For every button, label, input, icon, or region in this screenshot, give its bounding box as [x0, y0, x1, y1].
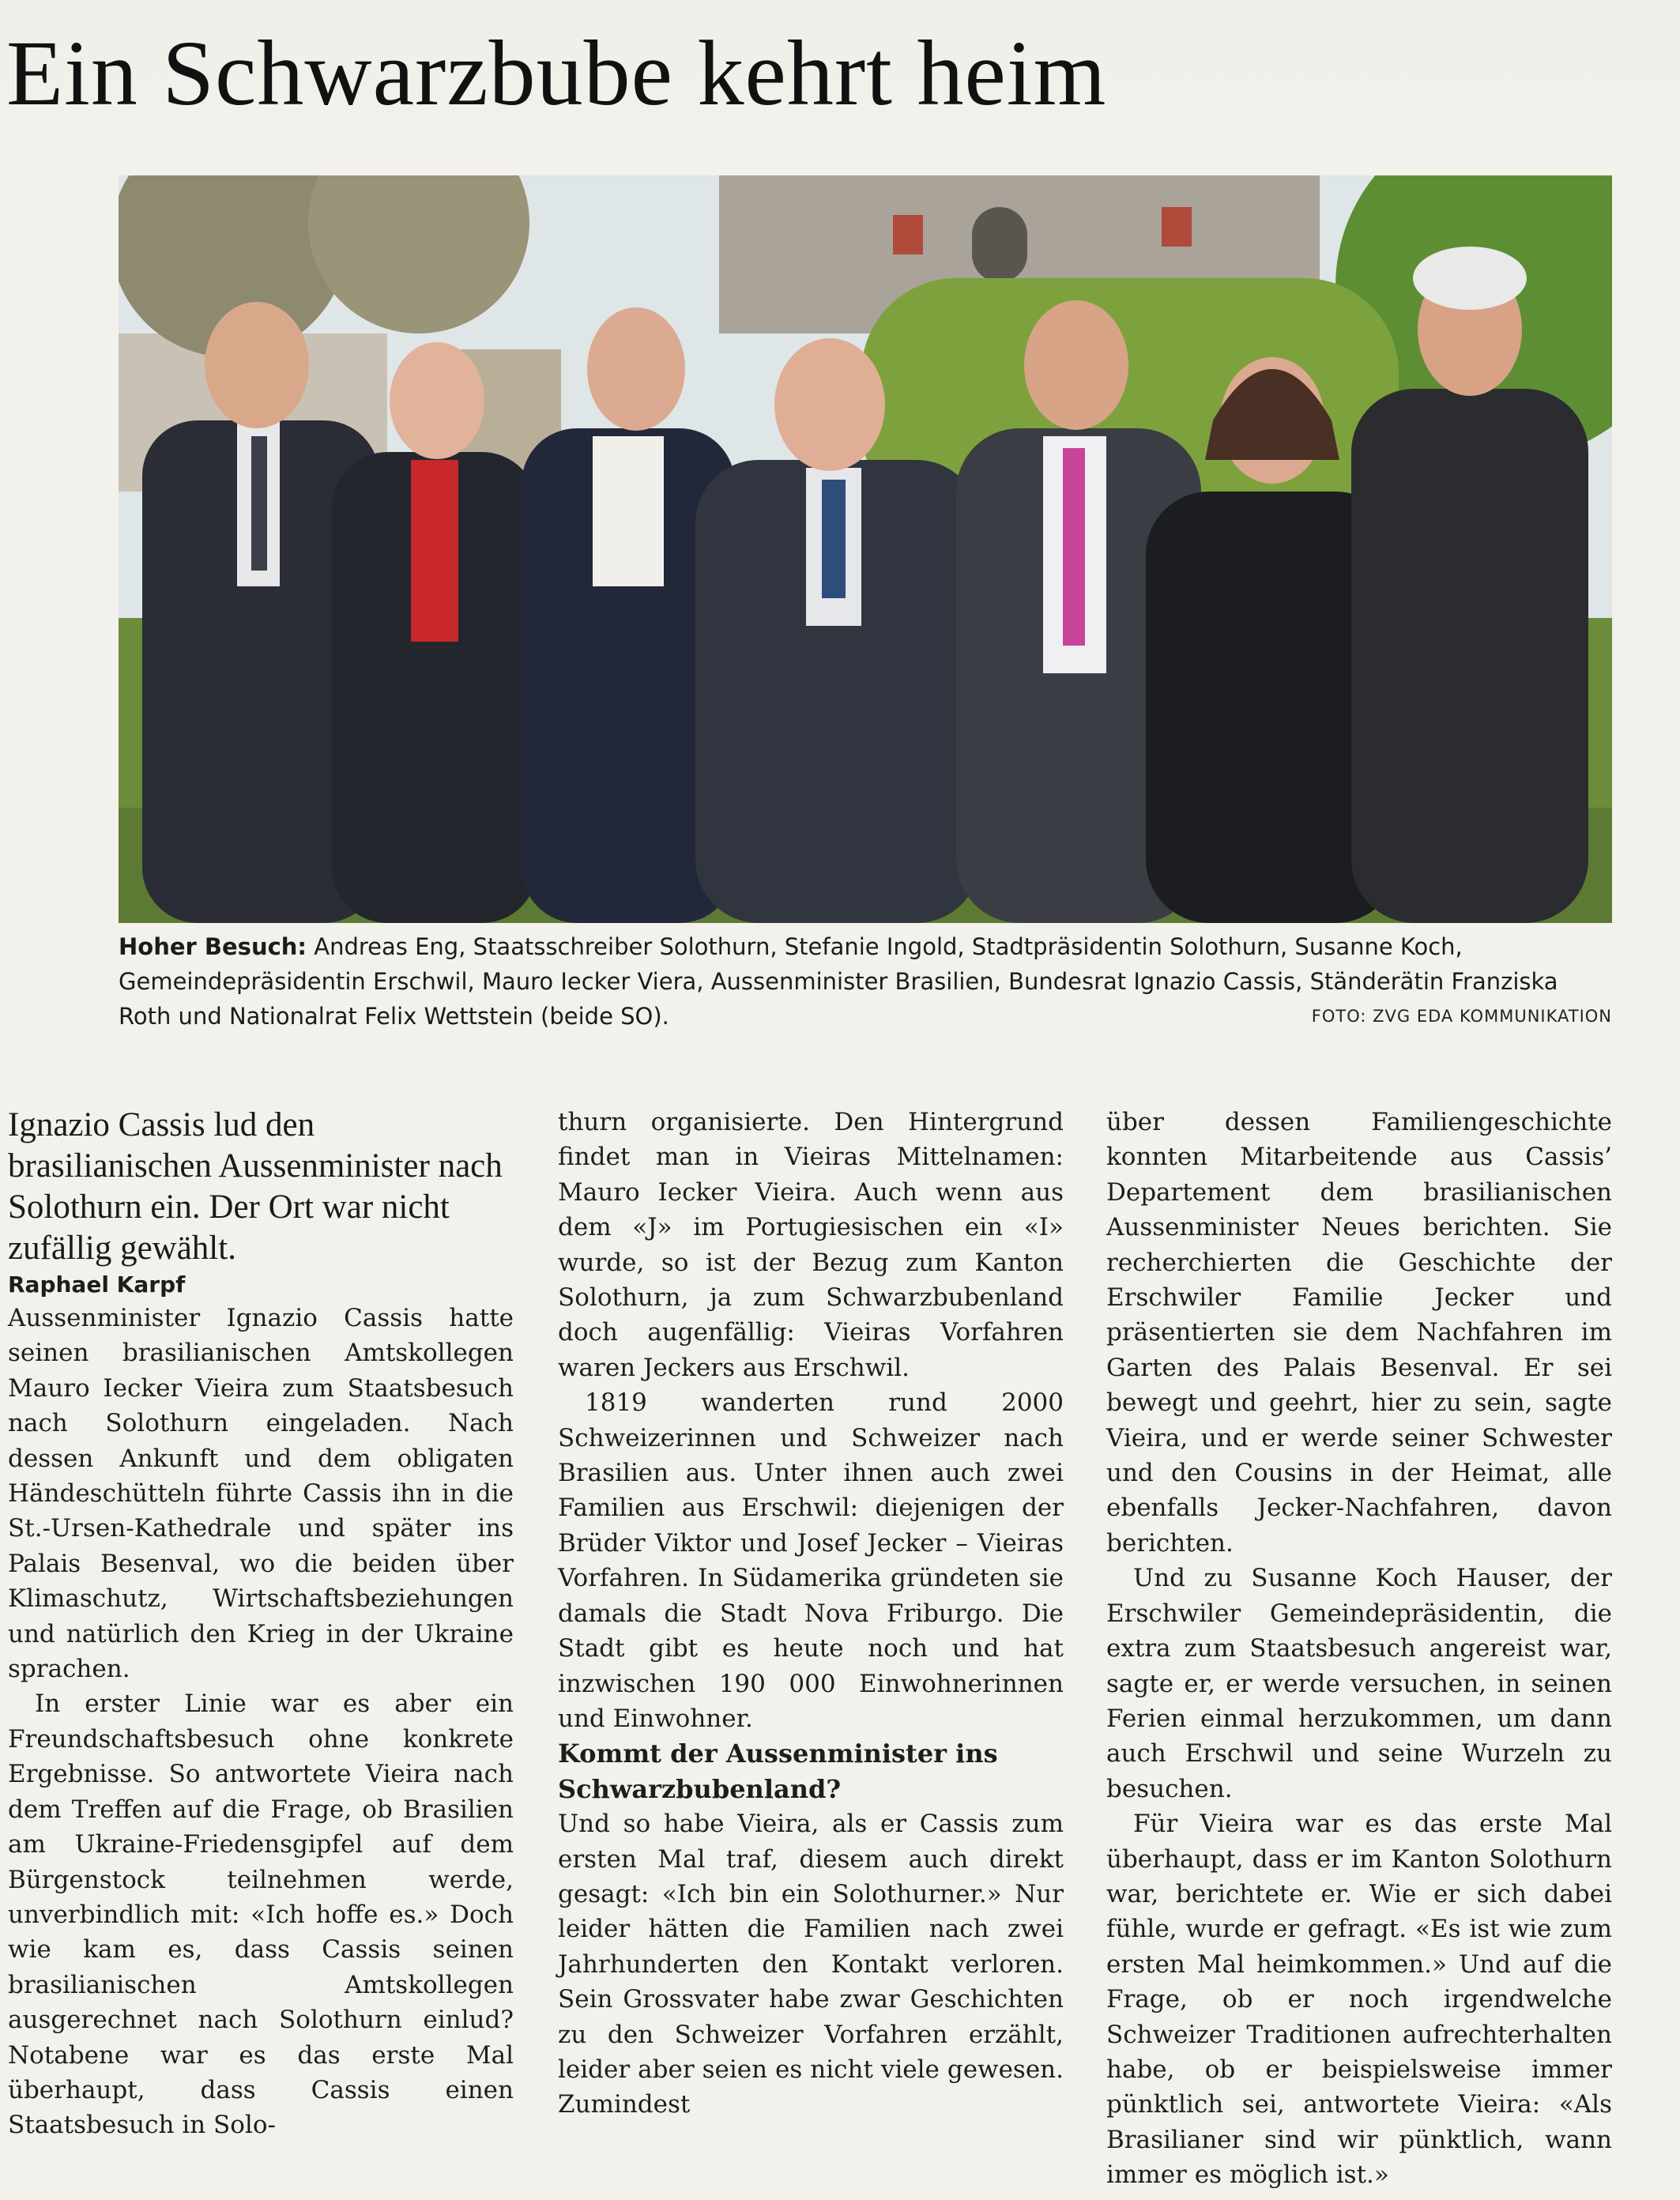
paragraph: Und so habe Vieira, als er Cassis zum ersten Mal traf, diesem auch direkt gesagt: «Ich bin ein Solothurner.» Nur leider hätten die Familien nach zwei Jahrhunderten den Kontakt verloren. Sein Grossvater habe zwar Geschichten zu den Schweizer Vorfahren erzählt, leider aber seien es nicht viele gewesen. Zumindest [558, 1810, 1064, 2119]
caption-text: Andreas Eng, Staatsschreiber Solothurn, Stefanie Ingold, Stadtpräsidentin Solothurn, Susanne Koch, Gemeindepräsidentin Erschwil, Mauro Iecker Viera, Aussenminister Brasilien, Bundesrat Ignazio Cassis, Ständerätin Franziska Roth und Nationalrat Felix Wettstein (beide SO). [119, 933, 1558, 1030]
paragraph: 1819 wanderten rund 2000 Schweizerinnen und Schweizer nach Brasilien aus. Unter ihnen auch zwei Familien aus Erschwil: diejenigen der Brüder Viktor und Josef Jecker – Vieiras Vorfahren. In Südamerika gründeten sie damals die Stadt Nova Friburgo. Die Stadt gibt es heute noch und hat inzwischen 190 000 Einwohnerinnen und Einwohner. [558, 1388, 1064, 1733]
building-shutter [1162, 207, 1192, 247]
article-lead: Ignazio Cassis lud den brasilianischen Aussenminister nach Solothurn ein. Der Ort war nicht zufällig gewählt. [8, 1106, 503, 1267]
paragraph: Und zu Susanne Koch Hauser, der Erschwiler Gemeindepräsidentin, die extra zum Staatsbesuch angereist war, sagte er, er werde versuchen, in seinen Ferien einmal herzukommen, um dann auch Erschwil und seine Wurzeln zu besuchen. [1106, 1564, 1612, 1803]
subheading: Kommt der Aussenminister ins Schwarzbubenland? [558, 1739, 998, 1804]
article-column-1 [8, 1105, 514, 2143]
paragraph: über dessen Familiengeschichte konnten Mitarbeitende aus Cassis’ Departement dem brasilianischen Aussenminister Neues berichten. Sie recherchierten die Geschichte der Erschwiler Familie Jecker und präsentierten sie dem Nachfahren im Garten des Palais Besenval. Er sei bewegt und geehrt, hier zu sein, sagte Vieira, und er werde seiner Schwester und den Cousins in der Heimat, alle ebenfalls Jecker-Nachfahren, davon berichten. [1106, 1108, 1612, 1558]
photo-credit: FOTO: ZVG EDA KOMMUNIKATION [1311, 1007, 1612, 1026]
paragraph: In erster Linie war es aber ein Freundschaftsbesuch ohne konkrete Ergebnisse. So antwortete Vieira nach dem Treffen auf die Frage, ob Brasilien am Ukraine-Friedensgipfel auf dem Bürgenstock teilnehmen werde, unverbindlich mit: «Ich hoffe es.» Doch wie kam es, dass Cassis seinen brasilianischen Amtskollegen ausgerechnet nach Solothurn einlud? Notabene war es das erste Mal überhaupt, dass Cassis einen Staatsbesuch in Solo- [8, 1690, 514, 2140]
paragraph: Aussenminister Ignazio Cassis hatte seinen brasilianischen Amtskollegen Mauro Iecker Vieira zum Staatsbesuch nach Solothurn eingeladen. Nach dessen Ankunft und dem obligaten Händeschütteln führte Cassis ihn in die St.-Ursen-Kathedrale und später ins Palais Besenval, wo die beiden über Klimaschutz, Wirtschaftsbeziehungen und natürlich den Krieg in der Ukraine sprachen. [8, 1304, 514, 1684]
article-column-2 [558, 1105, 1064, 2123]
group-photo [119, 175, 1612, 923]
article-column-3 [1106, 1105, 1612, 2193]
paragraph: thurn organisierte. Den Hintergrund findet man in Vieiras Mittelnamen: Mauro Iecker Vieira. Auch wenn aus dem «J» im Portugiesischen ein «I» wurde, so ist der Bezug zum Kanton Solothurn, ja zum Schwarzbubenland doch augenfällig: Vieiras Vorfahren waren Jeckers aus Erschwil. [558, 1108, 1064, 1382]
building-shutter [893, 215, 923, 254]
group-photo-illustration [119, 175, 1612, 923]
building-window [972, 207, 1027, 282]
author-byline: Raphael Karpf [8, 1271, 186, 1298]
caption-label: Hoher Besuch: [119, 933, 307, 960]
paragraph: Für Vieira war es das erste Mal überhaupt, dass er im Kanton Solothurn war, berichtete er. Wie er sich dabei fühle, wurde er gefragt. «Es ist wie zum ersten Mal heimkommen.» Und auf die Frage, ob er noch irgendwelche Schweizer Traditionen aufrechterhalten habe, ob er beispielsweise immer pünktlich sei, antwortete Vieira: «Als Brasilianer sind wir pünktlich, wann immer es möglich ist.» [1106, 1810, 1612, 2190]
headline: Ein Schwarzbube kehrt heim [6, 21, 1107, 125]
